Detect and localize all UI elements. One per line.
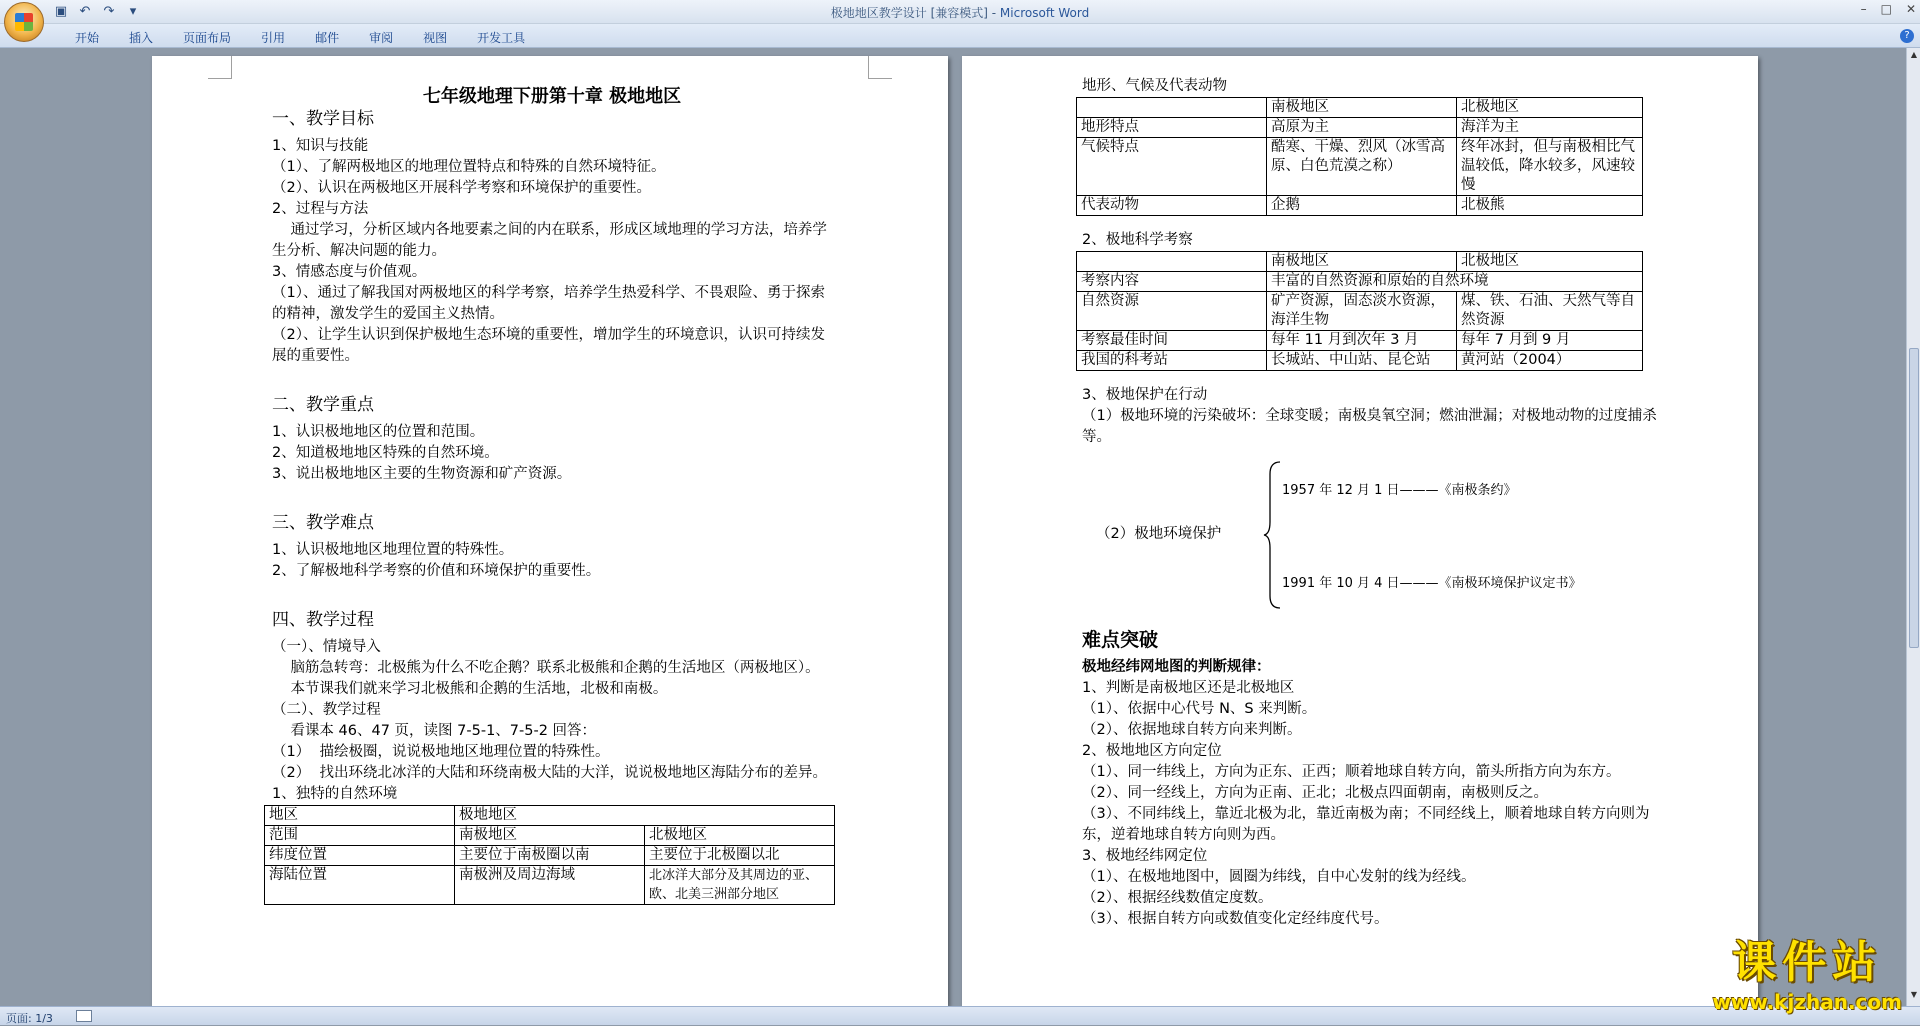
- table-cell: 地形特点: [1077, 118, 1267, 138]
- table-row: [265, 866, 835, 905]
- brace-shape: [1262, 460, 1282, 610]
- tab-view[interactable]: 视图: [423, 31, 448, 45]
- table-cell: 每年 11 月到次年 3 月: [1267, 331, 1457, 351]
- rule-heading: 极地经纬网地图的判断规律：: [1082, 659, 1271, 675]
- table-cell: 北极熊: [1457, 196, 1643, 216]
- table-row: [1077, 118, 1643, 138]
- watermark-text: 课件站: [1732, 937, 1883, 988]
- difficulty-heading: 难点突破: [1082, 629, 1159, 651]
- list-item: （3）、不同纬线上，靠近北极为北，靠近南极为南；不同经线上，顺着地球自转方向则为东，逆着地球自转方向则为西。: [1082, 806, 1650, 843]
- vertical-scrollbar[interactable]: [1906, 48, 1920, 1006]
- list-item: 3、说出极地地区主要的生物资源和矿产资源。: [272, 466, 572, 482]
- ribbon-tabs: [0, 24, 1920, 48]
- list-item: 1、独特的自然环境: [272, 786, 398, 802]
- protection-label: （2）极地环境保护: [1096, 526, 1222, 542]
- list-item: 看课本 46、47 页，读图 7-5-1、7-5-2 回答：: [272, 723, 597, 739]
- tab-references[interactable]: 引用: [261, 31, 286, 45]
- table-cell: 每年 7 月到 9 月: [1457, 331, 1643, 351]
- tab-page-layout[interactable]: 页面布局: [183, 31, 232, 45]
- table-cell: 海洋为主: [1457, 118, 1643, 138]
- protection-item: （1）极地环境的污染破坏：全球变暖；南极臭氧空洞；燃油泄漏；对极地动物的过度捕杀等。: [1082, 408, 1657, 445]
- table-row: [1077, 292, 1643, 331]
- table-cell: 丰富的自然资源和原始的自然环境: [1267, 272, 1643, 292]
- table-cell: 终年冰封，但与南极相比气温较低，降水较多，风速较慢: [1457, 138, 1643, 196]
- table-cell: 北极地区: [645, 826, 835, 846]
- page-count[interactable]: 页面: 1/3: [6, 1012, 53, 1025]
- table-row: [265, 806, 835, 826]
- list-item: 本节课我们就来学习北极熊和企鹅的生活地，北极和南极。: [272, 681, 668, 697]
- list-item: 3、情感态度与价值观。: [272, 264, 427, 280]
- tab-mailings[interactable]: 邮件: [315, 31, 340, 45]
- watermark-url: www.kjzhan.com: [1712, 990, 1902, 1014]
- table-cell: 长城站、中山站、昆仑站: [1267, 351, 1457, 371]
- list-item: （一）、情境导入: [272, 639, 381, 655]
- table-cell: 南极地区: [455, 826, 645, 846]
- redo-icon[interactable]: ↷: [103, 4, 115, 19]
- site-watermark: [1712, 926, 1902, 1014]
- window-controls: [1861, 2, 1916, 16]
- section-heading: 三、教学难点: [272, 513, 374, 533]
- list-item: 脑筋急转弯：北极熊为什么不吃企鹅？联系北极熊和企鹅的生活地区（两极地区）。: [272, 660, 820, 676]
- list-item: （3）、根据自转方向或数值变化定经纬度代号。: [1082, 911, 1389, 927]
- list-item: （2）、让学生认识到保护极地生态环境的重要性，增加学生的环境意识，认识可持续发展的重要性。: [272, 327, 825, 364]
- goals-list: [272, 136, 832, 367]
- table-cell: 企鹅: [1267, 196, 1457, 216]
- status-bar: [0, 1006, 1920, 1025]
- tab-developer[interactable]: 开发工具: [477, 31, 526, 45]
- tab-home[interactable]: 开始: [75, 31, 100, 45]
- table-cell: 自然资源: [1077, 292, 1267, 331]
- list-item: 2、过程与方法: [272, 201, 369, 217]
- list-item: （2）、根据经线数值定度数。: [1082, 890, 1273, 906]
- title-bar: [0, 0, 1920, 24]
- list-item: （二）、教学过程: [272, 702, 381, 718]
- table-cell: 气候特点: [1077, 138, 1267, 196]
- list-item: 1、认识极地地区地理位置的特殊性。: [272, 542, 514, 558]
- list-item: （2）、同一经线上，方向为正南、正北；北极点四面朝南，南极则反之。: [1082, 785, 1548, 801]
- list-item: 1、知识与技能: [272, 138, 369, 154]
- list-item: 1、判断是南极地区还是北极地区: [1082, 680, 1295, 696]
- table-cell: [1077, 98, 1267, 118]
- list-item: （1）、同一纬线上，方向为正东、正西；顺着地球自转方向，箭头所指方向为东方。: [1082, 764, 1621, 780]
- undo-icon[interactable]: ↶: [79, 4, 91, 19]
- list-item: （1）、了解两极地区的地理位置特点和特殊的自然环境特征。: [272, 159, 666, 175]
- table-cell: 北冰洋大部分及其周边的亚、欧、北美三洲部分地区: [645, 866, 835, 905]
- table-cell: 我国的科考站: [1077, 351, 1267, 371]
- close-icon[interactable]: ✕: [1905, 2, 1916, 16]
- table-caption: 2、极地科学考察: [1082, 232, 1193, 248]
- list-item: 2、知道极地地区特殊的自然环境。: [272, 445, 499, 461]
- list-item: （2）、认识在两极地区开展科学考察和环境保护的重要性。: [272, 180, 651, 196]
- document-page-1: [152, 56, 948, 1006]
- expedition-table: [1076, 251, 1643, 371]
- tab-review[interactable]: 审阅: [369, 31, 394, 45]
- list-item: （1）、在极地地图中，圆圈为纬线，自中心发射的线为经线。: [1082, 869, 1476, 885]
- table-caption: 地形、气候及代表动物: [1082, 78, 1227, 94]
- list-item: （1）、通过了解我国对两极地区的科学考察，培养学生热爱科学、不畏艰险、勇于探索的精神，激发学生的爱国主义热情。: [272, 285, 825, 322]
- table-row: [1077, 331, 1643, 351]
- protection-brace-diagram: [1082, 460, 1662, 610]
- table-cell: 矿产资源，固态淡水资源，海洋生物: [1267, 292, 1457, 331]
- minimize-icon[interactable]: –: [1860, 2, 1867, 16]
- climate-table: [1076, 97, 1643, 216]
- save-icon[interactable]: ▣: [54, 4, 68, 19]
- table-cell: 海陆位置: [265, 866, 455, 905]
- window-title: 极地地区教学设计 [兼容模式] - Microsoft Word: [830, 6, 1090, 20]
- scroll-down-icon[interactable]: ▼: [1910, 990, 1918, 999]
- table-row: [1077, 252, 1643, 272]
- table-cell: 纬度位置: [265, 846, 455, 866]
- section-heading: 四、教学过程: [272, 610, 374, 630]
- section-heading: 二、教学重点: [272, 395, 374, 415]
- document-title: 七年级地理下册第十章 极地地区: [422, 86, 682, 107]
- protection-heading: 3、极地保护在行动: [1082, 387, 1208, 403]
- table-cell: 地区: [265, 806, 455, 826]
- table-row: [1077, 138, 1643, 196]
- scroll-up-icon[interactable]: ▲: [1910, 50, 1918, 59]
- office-button[interactable]: [4, 2, 44, 42]
- section-heading: 一、教学目标: [272, 109, 374, 129]
- tab-insert[interactable]: 插入: [129, 31, 154, 45]
- table-cell: 煤、铁、石油、天然气等自然资源: [1457, 292, 1643, 331]
- list-item: （2）、依据地球自转方向来判断。: [1082, 722, 1302, 738]
- table-row: [265, 846, 835, 866]
- table-cell: 南极洲及周边海域: [455, 866, 645, 905]
- list-item: （1） 描绘极圈，说说极地地区地理位置的特殊性。: [272, 744, 610, 760]
- table-cell: 南极地区: [1267, 252, 1457, 272]
- list-item: （2） 找出环绕北冰洋的大陆和环绕南极大陆的大洋，说说极地地区海陆分布的差异。: [272, 765, 827, 781]
- table-cell: 酷寒、干燥、烈风（冰雪高原、白色荒漠之称）: [1267, 138, 1457, 196]
- table-cell: 范围: [265, 826, 455, 846]
- table-cell: 极地地区: [455, 806, 835, 826]
- table-row: [1077, 272, 1643, 292]
- maximize-icon[interactable]: □: [1880, 2, 1892, 16]
- scroll-thumb[interactable]: [1909, 348, 1919, 648]
- list-item: 2、极地地区方向定位: [1082, 743, 1222, 759]
- list-item: 3、极地经纬网定位: [1082, 848, 1208, 864]
- list-item: 通过学习，分析区域内各地要素之间的内在联系，形成区域地理的学习方法，培养学生分析、解决问题的能力。: [272, 222, 827, 259]
- customize-icon[interactable]: ▾: [129, 4, 137, 19]
- table-cell: 南极地区: [1267, 98, 1457, 118]
- document-page-2: [962, 56, 1758, 1006]
- table-row: [1077, 351, 1643, 371]
- list-item: （1）、依据中心代号 N、S 来判断。: [1082, 701, 1317, 717]
- table-row: [265, 826, 835, 846]
- table-cell: 考察内容: [1077, 272, 1267, 292]
- help-icon[interactable]: ?: [1900, 29, 1914, 43]
- protocol-1991: 1991 年 10 月 4 日———《南极环境保护议定书》: [1282, 576, 1582, 591]
- table-cell: 主要位于南极圈以南: [455, 846, 645, 866]
- table-cell: 北极地区: [1457, 98, 1643, 118]
- treaty-1957: 1957 年 12 月 1 日———《南极条约》: [1282, 483, 1517, 498]
- table-row: [1077, 196, 1643, 216]
- table-cell: 北极地区: [1457, 252, 1643, 272]
- table-cell: 主要位于北极圈以北: [645, 846, 835, 866]
- list-item: 2、了解极地科学考察的价值和环境保护的重要性。: [272, 563, 601, 579]
- list-item: 1、认识极地地区的位置和范围。: [272, 424, 485, 440]
- environment-table: [264, 805, 835, 905]
- table-cell: 高原为主: [1267, 118, 1457, 138]
- table-cell: 考察最佳时间: [1077, 331, 1267, 351]
- table-cell: 代表动物: [1077, 196, 1267, 216]
- table-cell: [1077, 252, 1267, 272]
- table-row: [1077, 98, 1643, 118]
- proofing-icon[interactable]: [76, 1010, 92, 1022]
- table-cell: 黄河站（2004）: [1457, 351, 1643, 371]
